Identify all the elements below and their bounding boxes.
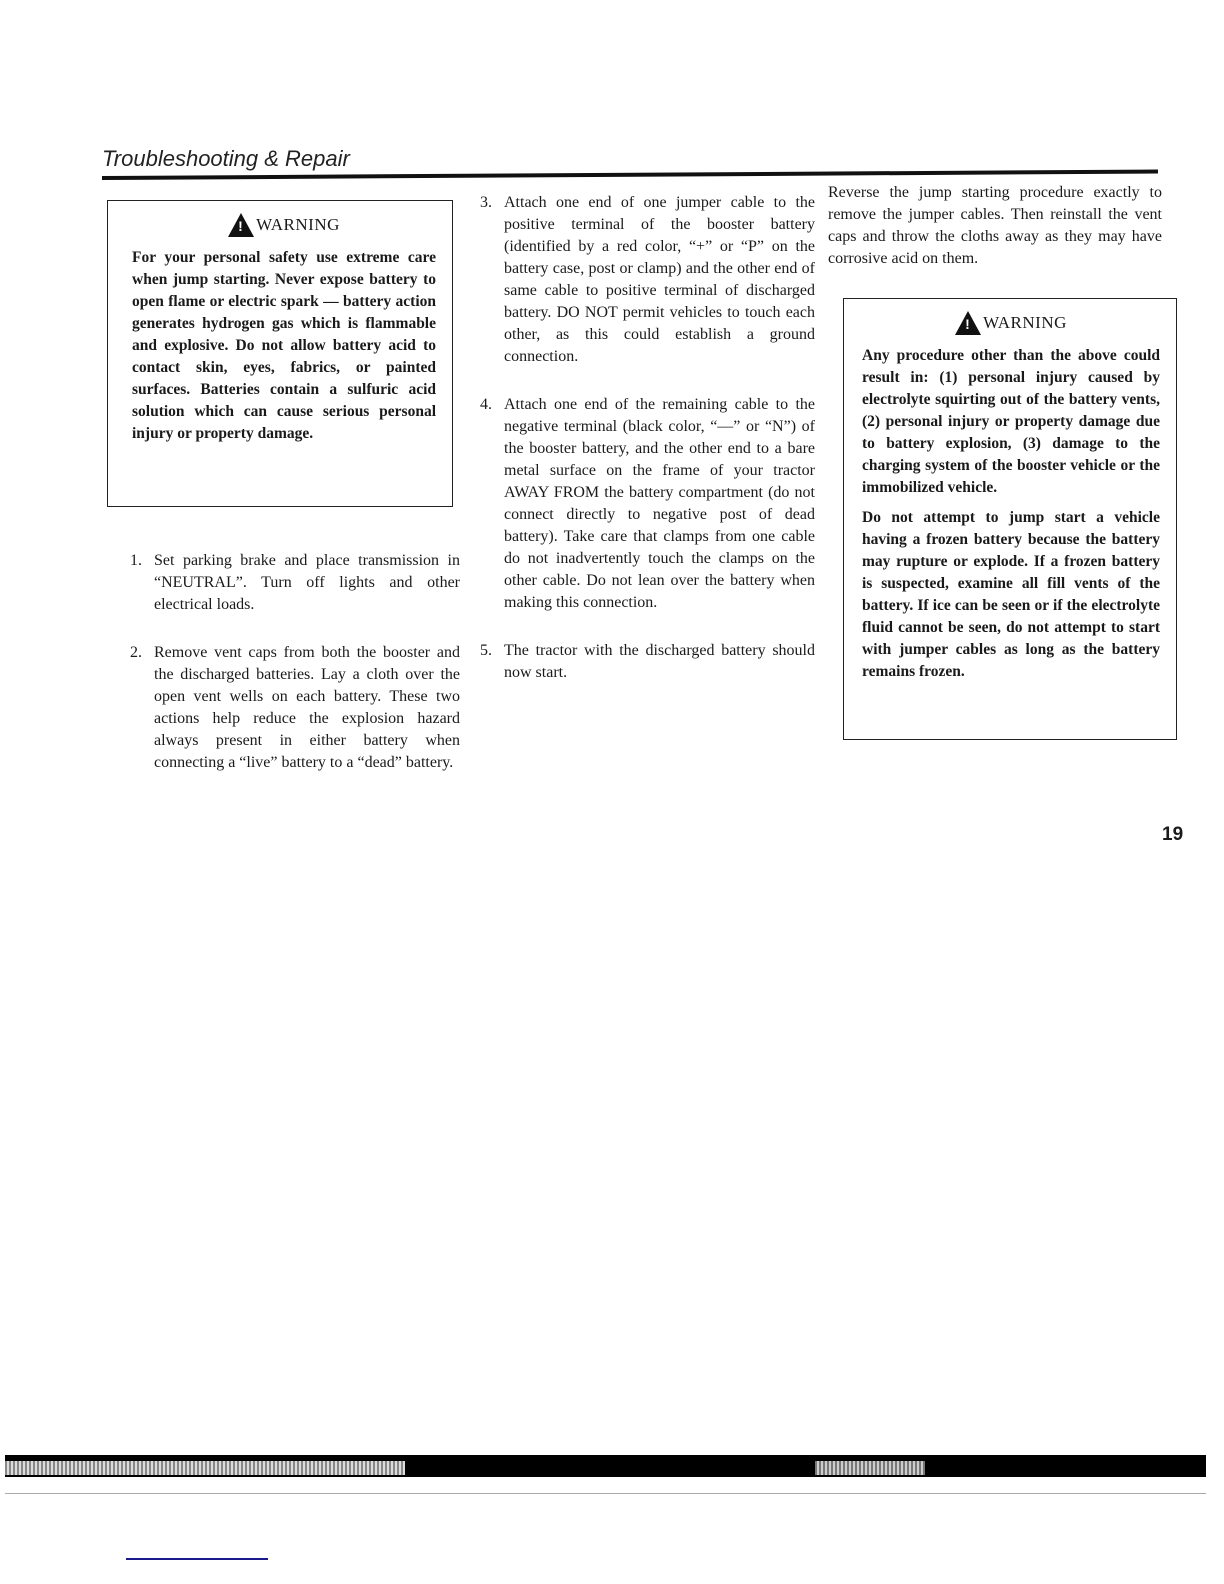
step-number: 3.	[480, 194, 492, 211]
divider	[5, 1493, 1206, 1494]
reverse-paragraph: Reverse the jump starting procedure exactly to remove the jumper cables. Then reinstall the vent caps and throw the cloths away as they may have corrosive acid on them.	[828, 184, 1162, 267]
step-text: Remove vent caps from both the booster and the discharged batteries. Lay a cloth over the open vent wells on each battery. These two actions help reduce the explosion hazard always present in either battery when connecting a “live” battery to a “dead” battery.	[154, 644, 460, 771]
warning-triangle-icon: !	[228, 213, 254, 237]
step-number: 1.	[130, 552, 142, 569]
warning-text: For your personal safety use extreme care when jump starting. Never expose battery to open flame or electric spark — battery action generates hydrogen gas which is flammable and explosive. Do not allow battery acid to contact skin, eyes, fabrics, or painted surfaces. Batteries contain a sulfuric acid solution which can cause serious personal injury or property damage.	[132, 249, 436, 442]
page-number: 19	[1162, 824, 1184, 845]
warning-title: WARNING	[256, 215, 340, 234]
column-left	[130, 550, 460, 800]
warning-heading	[862, 311, 1160, 335]
warning-heading	[132, 213, 436, 237]
step-text: Set parking brake and place transmission in “NEUTRAL”. Turn off lights and other electrical loads.	[154, 552, 460, 613]
step-number: 5.	[480, 642, 492, 659]
warning-text: Do not attempt to jump start a vehicle having a frozen battery because the battery may rupture or explode. If a frozen battery is suspected, examine all fill vents of the battery. If ice can be seen or if the electrolyte fluid cannot be seen, do not attempt to start with jumper cables as long as the battery remains frozen.	[862, 509, 1160, 680]
warning-text: Any procedure other than the above could result in: (1) personal injury caused by electrolyte squirting out of the battery vents, (2) personal injury or property damage due to battery explosion, (3) damage to the charging system of the booster vehicle or the immobilized vehicle.	[862, 347, 1160, 496]
column-middle	[480, 192, 815, 710]
scan-edge-band	[5, 1455, 1206, 1477]
list-item	[480, 192, 815, 368]
step-number: 4.	[480, 396, 492, 413]
step-text: Attach one end of one jumper cable to the positive terminal of the booster battery (identified by a red color, “+” or “P” on the battery case, post or clamp) and the other end of same cable to positive terminal of discharged battery. DO NOT permit vehicles to touch each other, as this could establish a ground connection.	[504, 194, 815, 365]
warning-box-1	[107, 200, 453, 507]
list-item	[480, 394, 815, 614]
step-text: Attach one end of the remaining cable to the negative terminal (black color, “—” or “N”) of the booster battery, and the other end to a bare metal surface on the frame of your tractor AWAY FROM the battery compartment (do not connect directly to negative post of dead battery). Take care that clamps from one cable do not inadvertently touch the clamps on the other cable. Do not lean over the battery when making this connection.	[504, 396, 815, 611]
warning-triangle-icon: !	[955, 311, 981, 335]
list-item	[130, 550, 460, 616]
list-item	[480, 640, 815, 684]
warning-box-2	[843, 298, 1177, 740]
underline-mark	[126, 1558, 268, 1560]
step-number: 2.	[130, 644, 142, 661]
list-item	[130, 642, 460, 774]
step-text: The tractor with the discharged battery should now start.	[504, 642, 815, 681]
section-header: Troubleshooting & Repair	[102, 146, 350, 171]
warning-title: WARNING	[983, 313, 1067, 332]
